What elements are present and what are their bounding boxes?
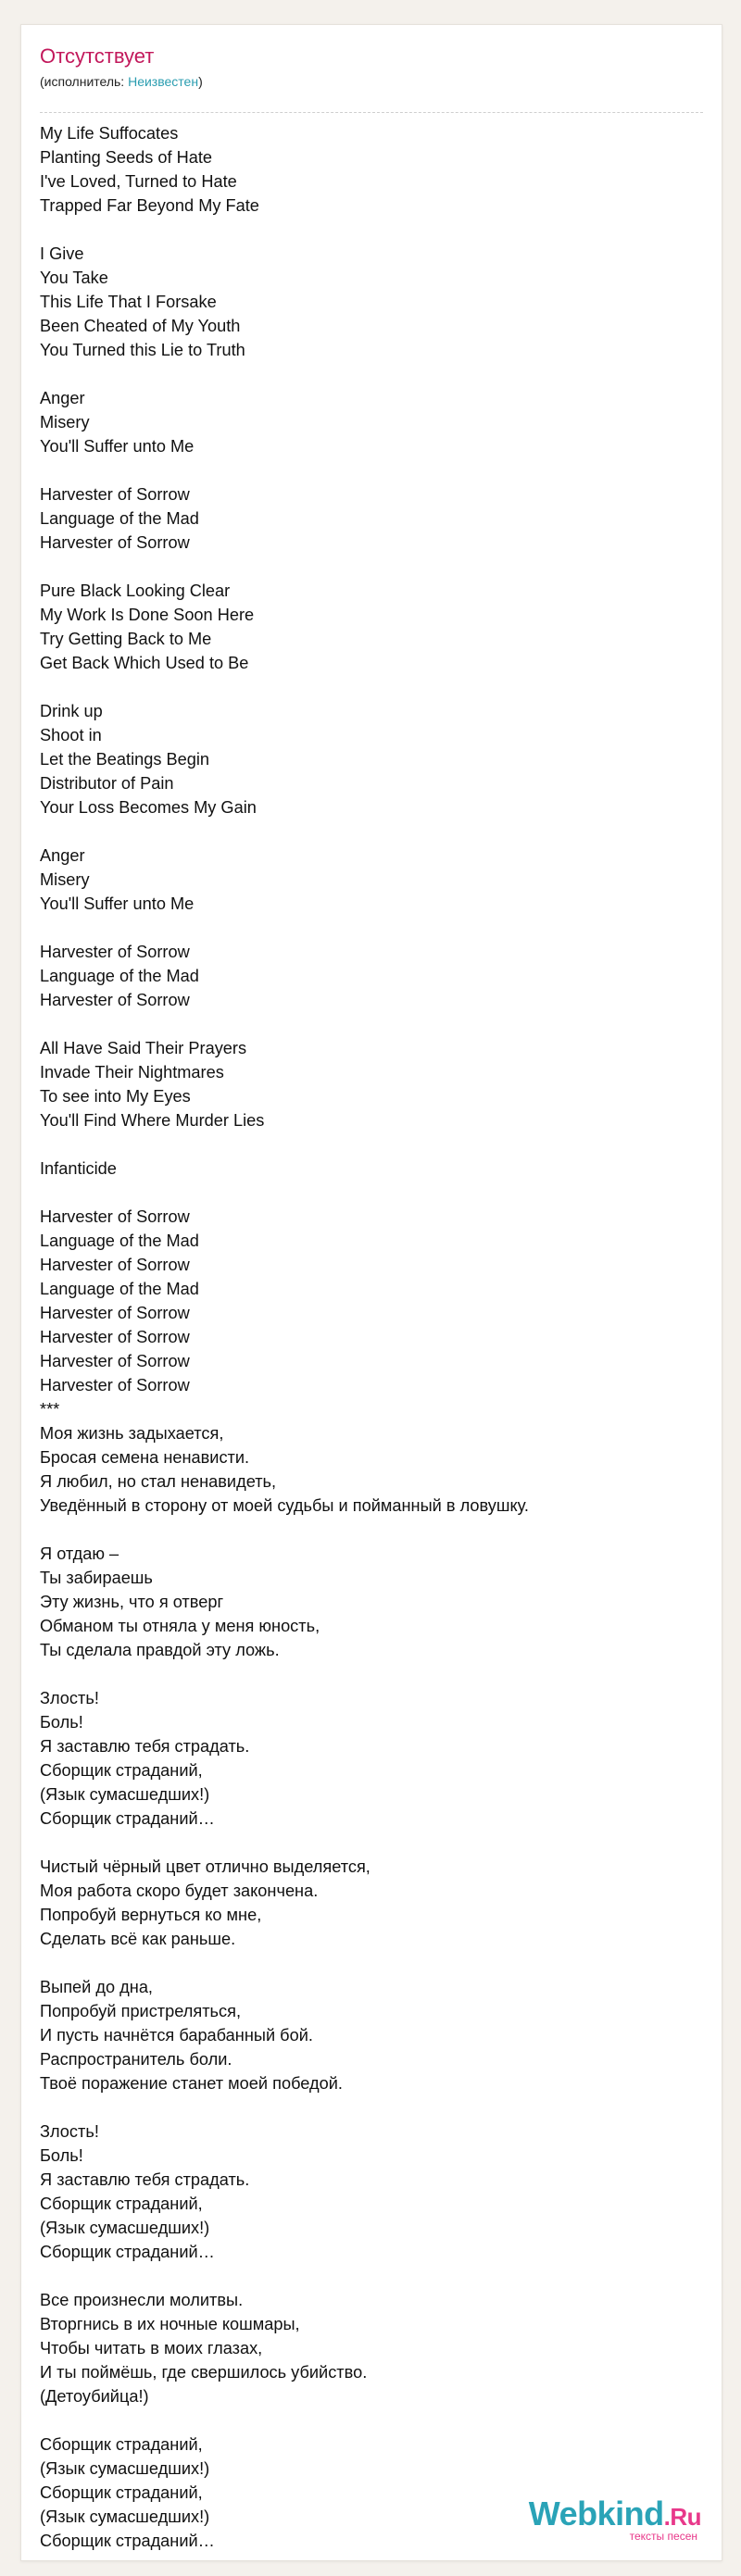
lyrics-card <box>20 24 722 2561</box>
lyric-line: Чтобы читать в моих глазах, <box>40 2339 263 2357</box>
lyric-line: I've Loved, Turned to Hate <box>40 172 237 191</box>
song-header <box>40 44 703 90</box>
artist-link[interactable]: Неизвестен <box>128 74 199 89</box>
lyric-line: Боль! <box>40 2146 83 2165</box>
lyric-line: Выпей до дна, <box>40 1978 153 1996</box>
logo-tagline: тексты песен <box>629 2530 697 2543</box>
lyric-line: Ты забираешь <box>40 1569 153 1587</box>
lyric-line: Harvester of Sorrow <box>40 485 190 504</box>
lyric-line: I Give <box>40 244 84 263</box>
lyric-line: Уведённый в сторону от моей судьбы и пойманный в ловушку. <box>40 1496 529 1515</box>
lyric-line: Моя жизнь задыхается, <box>40 1424 224 1443</box>
lyric-line: (Язык сумасшедших!) <box>40 2507 210 2526</box>
lyric-blank-line <box>40 218 703 242</box>
lyric-line: Distributor of Pain <box>40 774 174 793</box>
lyric-line: Сборщик страданий, <box>40 2483 203 2502</box>
artist-line <box>40 73 703 90</box>
lyric-line: Сборщик страданий… <box>40 2243 215 2261</box>
lyric-line: Злость! <box>40 2122 99 2141</box>
lyric-line: Попробуй вернуться ко мне, <box>40 1906 262 1924</box>
lyric-line: Боль! <box>40 1713 83 1732</box>
lyric-line: Misery <box>40 413 90 431</box>
lyric-line: Misery <box>40 870 90 889</box>
site-logo[interactable] <box>529 2496 701 2542</box>
lyric-line: Бросая семена ненависти. <box>40 1448 250 1467</box>
lyric-line: Сделать всё как раньше. <box>40 1930 236 1948</box>
lyric-line: Сборщик страданий, <box>40 1761 203 1780</box>
lyric-line: И ты поймёшь, где свершилось убийство. <box>40 2363 368 2382</box>
lyric-line: Trapped Far Beyond My Fate <box>40 196 259 215</box>
lyric-line: Сборщик страданий… <box>40 1809 215 1828</box>
lyric-line: You Take <box>40 269 108 287</box>
lyric-line: Anger <box>40 846 85 865</box>
lyric-line: Your Loss Becomes My Gain <box>40 798 257 817</box>
lyric-blank-line <box>40 555 703 579</box>
lyric-line: Shoot in <box>40 726 102 744</box>
lyric-line: Let the Beatings Begin <box>40 750 210 769</box>
lyric-line: (Язык сумасшедших!) <box>40 2459 210 2478</box>
lyric-line: Anger <box>40 389 85 407</box>
lyric-line: Ты сделала правдой эту ложь. <box>40 1641 280 1659</box>
lyric-line: My Life Suffocates <box>40 124 179 143</box>
lyric-line: Planting Seeds of Hate <box>40 148 213 167</box>
lyric-blank-line <box>40 2264 703 2288</box>
lyric-line: Harvester of Sorrow <box>40 1304 190 1322</box>
logo-wordmark <box>529 2496 701 2534</box>
lyric-line: All Have Said Their Prayers <box>40 1039 247 1057</box>
lyric-line: Harvester of Sorrow <box>40 1256 190 1274</box>
lyric-line: Drink up <box>40 702 103 720</box>
logo-tld: .Ru <box>663 2503 701 2531</box>
lyric-line: Harvester of Sorrow <box>40 1207 190 1226</box>
lyric-blank-line <box>40 675 703 699</box>
lyric-line: Infanticide <box>40 1159 117 1178</box>
lyric-blank-line <box>40 1662 703 1686</box>
lyric-line: Harvester of Sorrow <box>40 1328 190 1346</box>
lyric-line: Harvester of Sorrow <box>40 533 190 552</box>
lyric-blank-line <box>40 362 703 386</box>
lyric-line: You'll Suffer unto Me <box>40 437 195 456</box>
lyric-blank-line <box>40 1181 703 1205</box>
song-title: Отсутствует <box>40 44 155 68</box>
lyric-blank-line <box>40 819 703 844</box>
header-divider <box>40 112 703 113</box>
lyric-line: Invade Their Nightmares <box>40 1063 224 1082</box>
lyric-line: (Язык сумасшедших!) <box>40 1785 210 1804</box>
lyric-line: This Life That I Forsake <box>40 293 217 311</box>
logo-main-text: Webkind <box>528 2495 664 2532</box>
artist-prefix: (исполнитель: <box>40 74 129 89</box>
lyric-line: Твоё поражение станет моей победой. <box>40 2074 343 2093</box>
lyric-line: Сборщик страданий, <box>40 2435 203 2454</box>
lyric-line: Get Back Which Used to Be <box>40 654 249 672</box>
lyric-line: Злость! <box>40 1689 99 1707</box>
lyric-line: Попробуй пристреляться, <box>40 2002 242 2020</box>
lyric-line: You Turned this Lie to Truth <box>40 341 245 359</box>
lyric-line: Я заставлю тебя страдать. <box>40 1737 250 1756</box>
lyrics-text <box>40 121 703 2553</box>
artist-suffix: ) <box>198 74 203 89</box>
lyric-line: Been Cheated of My Youth <box>40 317 241 335</box>
lyric-line: Сборщик страданий, <box>40 2195 203 2213</box>
lyric-line: Распространитель боли. <box>40 2050 232 2069</box>
lyric-line: Чистый чёрный цвет отлично выделяется, <box>40 1857 370 1876</box>
lyric-blank-line <box>40 458 703 482</box>
lyric-line: Language of the Mad <box>40 1280 199 1298</box>
lyric-line: (Язык сумасшедших!) <box>40 2219 210 2237</box>
lyric-line: You'll Suffer unto Me <box>40 894 195 913</box>
lyric-blank-line <box>40 1132 703 1157</box>
lyric-line: Language of the Mad <box>40 967 199 985</box>
lyric-line: Pure Black Looking Clear <box>40 581 231 600</box>
lyric-line: Вторгнись в их ночные кошмары, <box>40 2315 300 2333</box>
lyric-line: My Work Is Done Soon Here <box>40 606 255 624</box>
lyric-blank-line <box>40 2095 703 2120</box>
lyric-line: Обманом ты отняла у меня юность, <box>40 1617 320 1635</box>
lyric-line: И пусть начнётся барабанный бой. <box>40 2026 313 2045</box>
lyric-line: Эту жизнь, что я отверг <box>40 1593 224 1611</box>
lyric-line: Harvester of Sorrow <box>40 1352 190 1370</box>
lyric-line: Я отдаю – <box>40 1544 119 1563</box>
lyric-line: Harvester of Sorrow <box>40 943 190 961</box>
lyric-line: To see into My Eyes <box>40 1087 191 1106</box>
lyric-blank-line <box>40 916 703 940</box>
lyric-blank-line <box>40 1831 703 1855</box>
lyric-line: Я заставлю тебя страдать. <box>40 2170 250 2189</box>
lyric-line: Try Getting Back to Me <box>40 630 212 648</box>
lyric-line: Language of the Mad <box>40 509 199 528</box>
lyric-line: Harvester of Sorrow <box>40 991 190 1009</box>
lyric-line: Language of the Mad <box>40 1232 199 1250</box>
lyric-line: Harvester of Sorrow <box>40 1376 190 1394</box>
lyric-line: (Детоубийца!) <box>40 2387 149 2406</box>
lyric-blank-line <box>40 1518 703 1542</box>
lyric-line: You'll Find Where Murder Lies <box>40 1111 265 1130</box>
lyric-line: Все произнесли молитвы. <box>40 2291 244 2309</box>
lyric-line: Моя работа скоро будет закончена. <box>40 1882 319 1900</box>
lyric-blank-line <box>40 2408 703 2432</box>
lyric-line: Я любил, но стал ненавидеть, <box>40 1472 277 1491</box>
lyric-blank-line <box>40 1012 703 1036</box>
lyric-line: *** <box>40 1400 60 1419</box>
lyric-blank-line <box>40 1951 703 1975</box>
lyric-line: Сборщик страданий… <box>40 2532 215 2550</box>
